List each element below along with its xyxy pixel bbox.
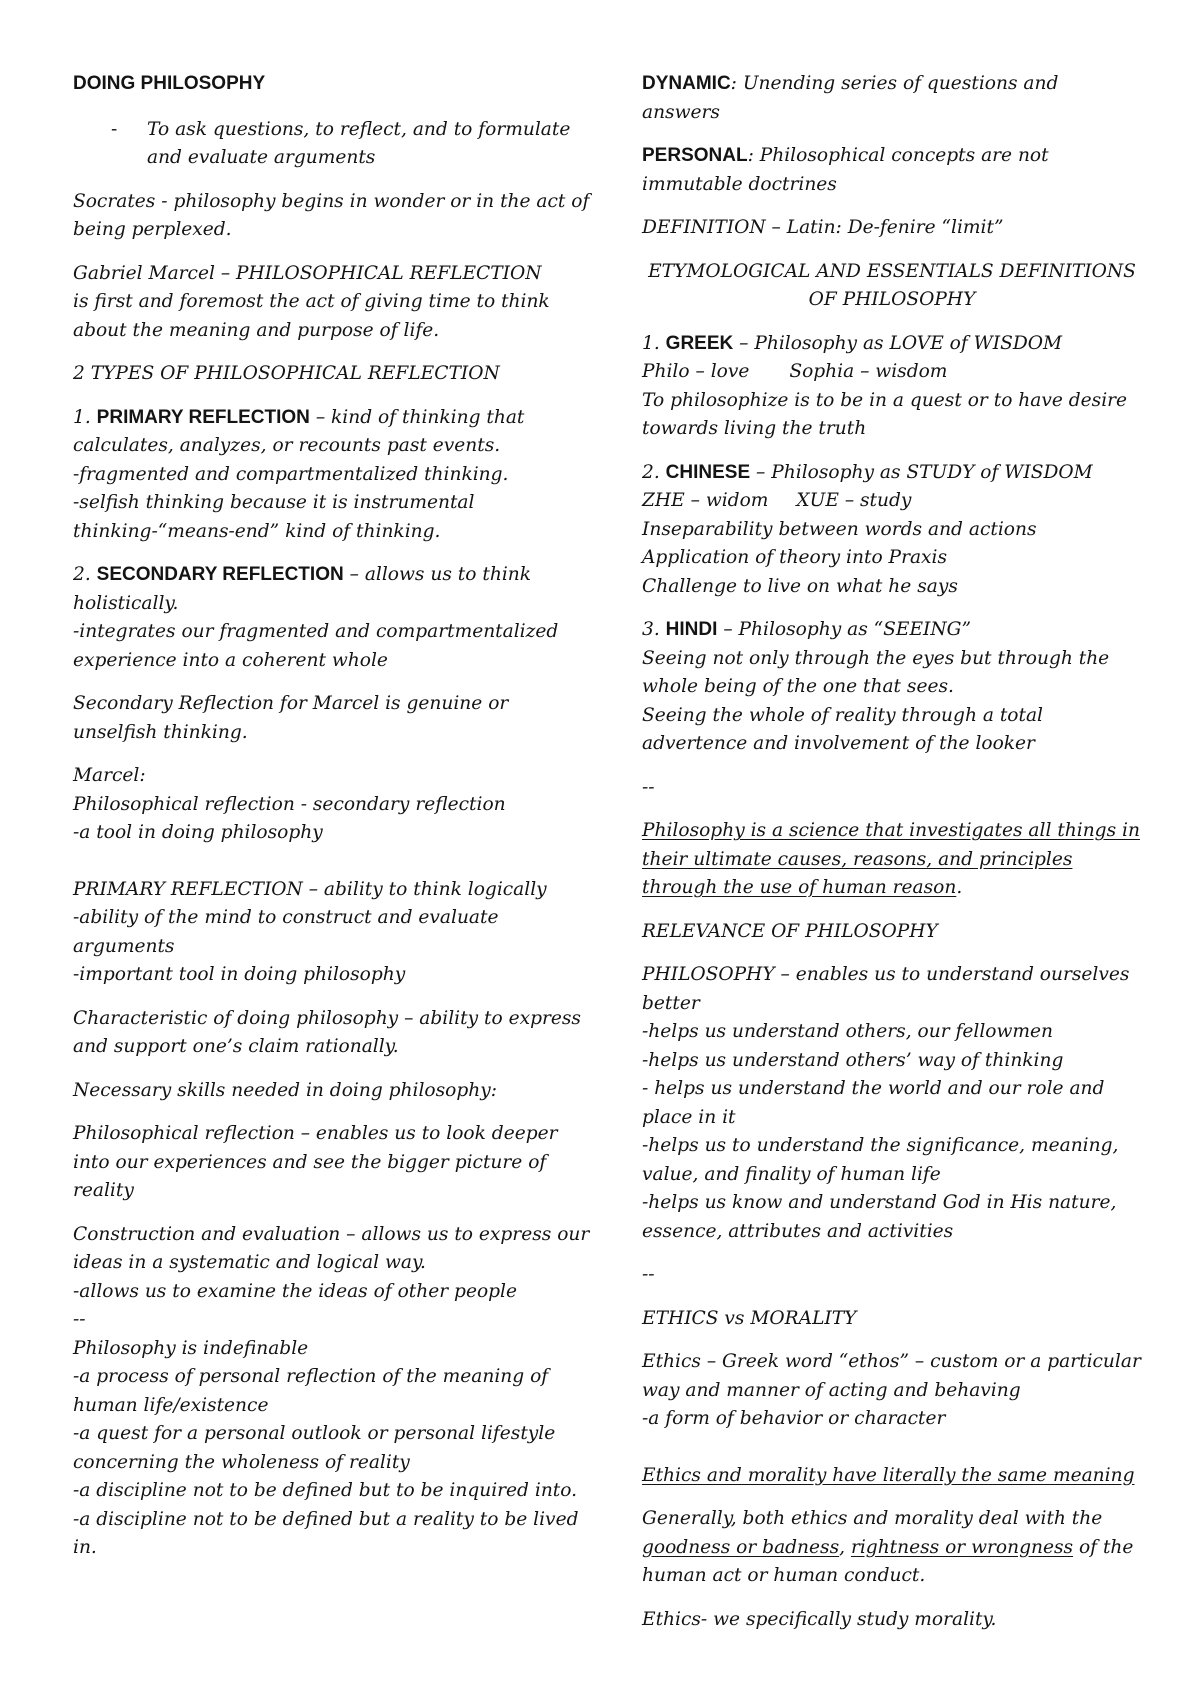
- personal-label: PERSONAL: [642, 145, 748, 166]
- marcel-label: Marcel:: [73, 765, 146, 786]
- sophia-term: Sophia – wisdom: [789, 361, 948, 382]
- skills-paragraph: Necessary skills needed in doing philosophy:: [73, 1079, 497, 1101]
- zhe-term: ZHE – widom: [642, 490, 769, 511]
- relevance-line-2: -helps us understand others, our fellowmen: [642, 1021, 1053, 1042]
- relevance-line-4: - helps us understand the world and our role and place in it: [642, 1078, 1105, 1128]
- greek-number: 1.: [642, 332, 660, 354]
- hindi-label: HINDI: [665, 619, 718, 640]
- bullet-text: To ask questions, to reflect, and to formulate and evaluate arguments: [147, 118, 571, 168]
- primary2-line-3: -important tool in doing philosophy: [73, 964, 406, 985]
- indefinable-line-1: Philosophy is indefinable: [73, 1337, 309, 1359]
- personal-line: [642, 142, 1142, 199]
- primary-definition: – kind of thinking that calculates, analyzes, or recounts past events.: [73, 406, 525, 456]
- primary2-line-1: PRIMARY REFLECTION – ability to think logically: [73, 878, 547, 900]
- generally-paragraph: [642, 1505, 1142, 1591]
- generally-part-2: ,: [839, 1536, 851, 1558]
- secondary-number: 2.: [73, 564, 91, 585]
- greek-definition: – Philosophy as LOVE of WISDOM: [733, 332, 1063, 354]
- relevance-line-6: -helps us know and understand God in His nature, essence, attributes and activities: [642, 1192, 1117, 1242]
- greek-label: GREEK: [665, 332, 734, 354]
- left-column: [73, 70, 593, 1578]
- chinese-definition: – Philosophy as STUDY of WISDOM: [750, 461, 1093, 483]
- personal-text: : Philosophical concepts are not immutable doctrines: [642, 145, 1049, 195]
- science-definition-text: Philosophy is a science that investigates all things in their ultimate causes, reasons, and principles through the use of human reason: [642, 820, 1140, 898]
- definition-line: DEFINITION – Latin: De-fenire “limit”: [642, 217, 1004, 238]
- relevance-heading: RELEVANCE OF PHILOSOPHY: [642, 920, 938, 942]
- marcel-line-2: is first and foremost the act of giving time to think about the meaning and purpose of life.: [73, 291, 550, 341]
- primary-label: PRIMARY REFLECTION: [96, 406, 310, 428]
- study-line: Ethics- we specifically study morality.: [642, 1608, 997, 1630]
- goodness-badness: goodness or badness: [642, 1536, 840, 1558]
- chinese-label: CHINESE: [665, 461, 751, 483]
- secondary-definition: – allows us to think holistically.: [73, 564, 532, 614]
- construction-block: [73, 1221, 593, 1563]
- types-heading: 2 TYPES OF PHILOSOPHICAL REFLECTION: [73, 363, 500, 384]
- same-meaning-text: Ethics and morality have literally the same meaning: [642, 1464, 1135, 1486]
- indefinable-line-2: -a process of personal reflection of the meaning of human life/existence: [73, 1366, 549, 1416]
- greek-line-3: To philosophize is to be in a quest or to have desire towards living the truth: [642, 389, 1128, 439]
- dynamic-line: [642, 70, 1142, 127]
- chinese-number: 2.: [642, 461, 660, 483]
- hindi-line-2: Seeing not only through the eyes but through the whole being of the one that sees.: [642, 647, 1110, 697]
- indefinable-line-3: -a quest for a personal outlook or personal lifestyle concerning the wholeness of reality: [73, 1423, 556, 1473]
- hindi-definition: – Philosophy as “SEEING”: [717, 619, 972, 640]
- relevance-line-1: PHILOSOPHY – enables us to understand ourselves better: [642, 964, 1130, 1014]
- marcel-paragraph: [73, 260, 593, 346]
- primary-reflection-section: [73, 404, 593, 547]
- primary-line-3: -selfish thinking because it is instrumental thinking-“means-end” kind of thinking.: [73, 492, 475, 542]
- separator: --: [642, 1264, 655, 1285]
- chinese-line-3: Inseparability between words and actions: [642, 518, 1037, 540]
- rightness-wrongness: rightness or wrongness: [850, 1536, 1074, 1558]
- hindi-section: [642, 616, 1142, 759]
- hindi-line-3: Seeing the whole of reality through a total advertence and involvement of the looker: [642, 704, 1043, 754]
- indefinable-line-5: -a discipline not to be defined but a reality to be lived in.: [73, 1508, 579, 1558]
- generally-part-3: of the human act or human conduct.: [642, 1536, 1134, 1586]
- primary-logic-block: [73, 876, 593, 990]
- chinese-section: [642, 459, 1142, 602]
- marcel-line-1: Gabriel Marcel – PHILOSOPHICAL REFLECTION: [73, 262, 542, 284]
- chinese-line-4: Application of theory into Praxis: [642, 547, 948, 568]
- characteristic-paragraph: Characteristic of doing philosophy – ability to express and support one’s claim rationally.: [73, 1007, 581, 1057]
- phil-reflection-paragraph: Philosophical reflection – enables us to look deeper into our experiences and see the bigger picture of reality: [73, 1123, 558, 1201]
- science-period: .: [956, 877, 963, 898]
- secondary-reflection-section: [73, 561, 593, 675]
- secondary-line-2: -integrates our fragmented and compartmentalized experience into a coherent whole: [73, 621, 559, 671]
- secondary-label: SECONDARY REFLECTION: [96, 564, 344, 585]
- generally-part-1: Generally, both ethics and morality deal with the: [642, 1508, 1103, 1529]
- philo-term: Philo – love: [642, 361, 750, 382]
- construction-line-2: -allows us to examine the ideas of other people: [73, 1280, 518, 1302]
- marcel-block: [73, 762, 593, 848]
- dash-marker: -: [111, 118, 118, 140]
- indefinable-line-4: -a discipline not to be defined but to be inquired into.: [73, 1480, 578, 1501]
- bullet-item: [73, 116, 593, 173]
- ethics-definition: [642, 1348, 1142, 1434]
- greek-section: [642, 330, 1142, 444]
- ethics-line-1: Ethics – Greek word “ethos” – custom or a particular way and manner of acting and behaving: [642, 1351, 1141, 1401]
- socrates-quote: Socrates - philosophy begins in wonder or in the act of being perplexed.: [73, 190, 590, 240]
- ethics-heading: ETHICS vs MORALITY: [642, 1307, 857, 1329]
- marcel-block-line-2: Philosophical reflection - secondary reflection: [73, 793, 506, 815]
- hindi-number: 3.: [642, 619, 660, 640]
- primary-line-2: -fragmented and compartmentalized thinking.: [73, 463, 509, 485]
- relevance-line-5: -helps us to understand the significance, meaning, value, and finality of human life: [642, 1135, 1119, 1185]
- separator: --: [642, 776, 655, 798]
- etymology-heading: ETYMOLOGICAL AND ESSENTIALS DEFINITIONS OF PHILOSOPHY: [648, 260, 1136, 310]
- science-definition: [642, 817, 1142, 903]
- ethics-line-2: -a form of behavior or character: [642, 1408, 946, 1429]
- relevance-line-3: -helps us understand others’ way of thinking: [642, 1049, 1064, 1071]
- right-column: [642, 70, 1142, 1649]
- primary-number: 1.: [73, 406, 91, 428]
- relevance-list: [642, 961, 1142, 1246]
- same-meaning-line: [642, 1462, 1142, 1491]
- dynamic-text: : Unending series of questions and answers: [642, 73, 1059, 123]
- secondary-marcel: Secondary Reflection for Marcel is genuine or unselfish thinking.: [73, 693, 509, 743]
- construction-line-1: Construction and evaluation – allows us to express our ideas in a systematic and logical way.: [73, 1223, 590, 1273]
- separator: --: [73, 1309, 86, 1330]
- doc-title: DOING PHILOSOPHY: [73, 73, 266, 94]
- marcel-block-line-3: -a tool in doing philosophy: [73, 822, 323, 843]
- primary2-line-2: -ability of the mind to construct and evaluate arguments: [73, 907, 499, 957]
- chinese-line-5: Challenge to live on what he says: [642, 575, 958, 597]
- xue-term: XUE – study: [796, 490, 912, 511]
- dynamic-label: DYNAMIC: [642, 73, 731, 94]
